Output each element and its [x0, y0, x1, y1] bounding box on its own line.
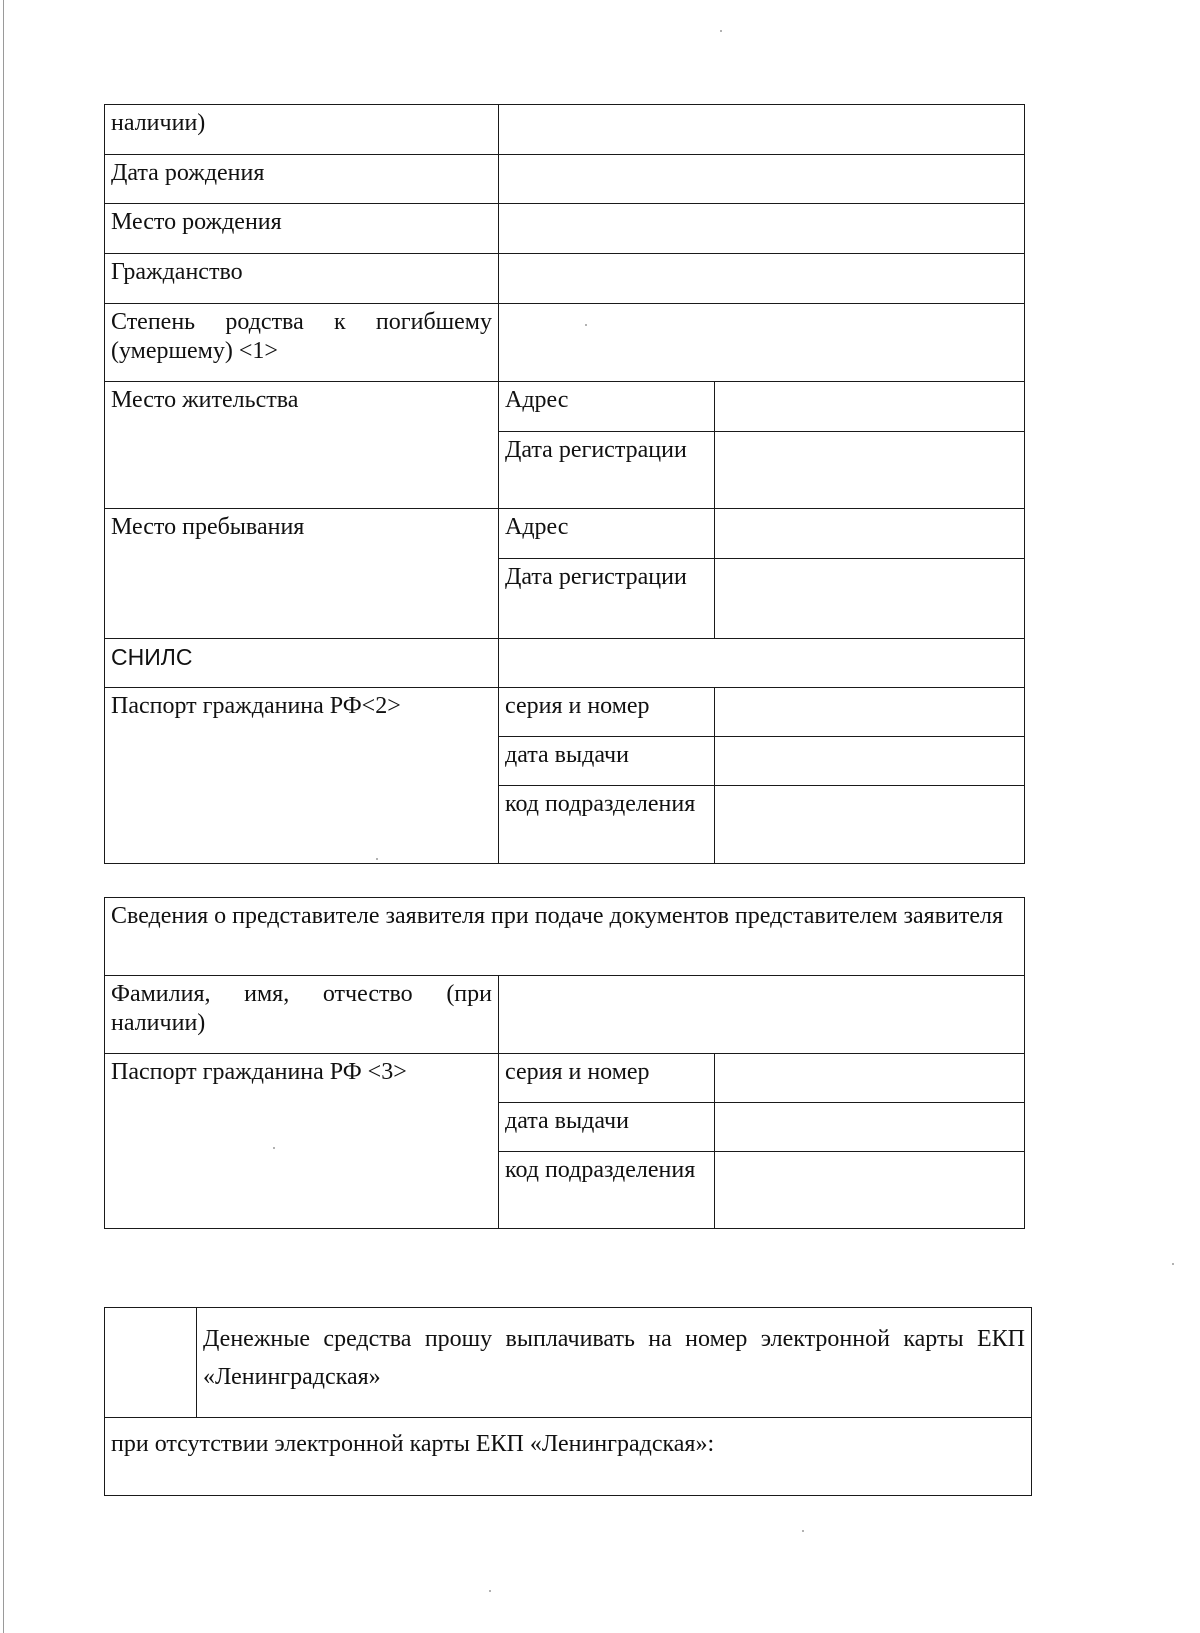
rep-passport-dept-code-label: код подразделения: [499, 1152, 715, 1229]
residence-address-label: Адрес: [499, 382, 715, 432]
stay-reg-date-label: Дата регистрации: [499, 559, 715, 639]
surname-tail-label: наличии): [105, 105, 499, 155]
payment-method-table: [104, 1307, 1032, 1496]
kinship-field[interactable]: [499, 304, 1025, 382]
scan-speck: [585, 324, 587, 326]
page-edge-line: [3, 0, 4, 1633]
card-option-checkbox[interactable]: [105, 1308, 197, 1418]
snils-label: СНИЛС: [105, 639, 499, 688]
rep-full-name-field[interactable]: [499, 976, 1025, 1054]
representative-heading: Сведения о представителе заявителя при подаче документов представителем заявителя: [105, 898, 1025, 976]
residence-label: Место жительства: [105, 382, 499, 509]
surname-value-field[interactable]: [499, 105, 1025, 155]
scan-speck: [489, 1590, 491, 1592]
rep-passport-series-field[interactable]: [715, 1054, 1025, 1103]
snils-field[interactable]: [499, 639, 1025, 688]
residence-address-field[interactable]: [715, 382, 1025, 432]
stay-address-label: Адрес: [499, 509, 715, 559]
scan-speck: [802, 1530, 804, 1532]
passport-label: Паспорт гражданина РФ<2>: [105, 688, 499, 864]
rep-full-name-label: Фамилия, имя, отчество (при наличии): [105, 976, 499, 1054]
rep-passport-issue-date-field[interactable]: [715, 1103, 1025, 1152]
birth-place-label: Место рождения: [105, 204, 499, 254]
passport-dept-code-label: код подразделения: [499, 786, 715, 864]
passport-dept-code-field[interactable]: [715, 786, 1025, 864]
representative-info-table: [104, 897, 1025, 1229]
kinship-label: Степень родства к погибшему (умершему) <1>: [105, 304, 499, 382]
passport-series-label: серия и номер: [499, 688, 715, 737]
scan-speck: [273, 1147, 275, 1149]
passport-issue-date-field[interactable]: [715, 737, 1025, 786]
birth-date-field[interactable]: [499, 155, 1025, 204]
stay-label: Место пребывания: [105, 509, 499, 639]
stay-address-field[interactable]: [715, 509, 1025, 559]
no-card-option-text: при отсутствии электронной карты ЕКП «Ленинградская»:: [105, 1418, 1032, 1496]
citizenship-field[interactable]: [499, 254, 1025, 304]
rep-passport-label: Паспорт гражданина РФ <3>: [105, 1054, 499, 1229]
scan-speck: [1172, 1263, 1174, 1265]
passport-issue-date-label: дата выдачи: [499, 737, 715, 786]
citizenship-label: Гражданство: [105, 254, 499, 304]
birth-date-label: Дата рождения: [105, 155, 499, 204]
residence-reg-date-label: Дата регистрации: [499, 432, 715, 509]
scan-speck: [720, 30, 722, 32]
passport-series-field[interactable]: [715, 688, 1025, 737]
rep-passport-issue-date-label: дата выдачи: [499, 1103, 715, 1152]
residence-reg-date-field[interactable]: [715, 432, 1025, 509]
applicant-info-table: [104, 104, 1025, 864]
birth-place-field[interactable]: [499, 204, 1025, 254]
rep-passport-series-label: серия и номер: [499, 1054, 715, 1103]
rep-passport-dept-code-field[interactable]: [715, 1152, 1025, 1229]
card-option-text: Денежные средства прошу выплачивать на номер электронной карты ЕКП «Ленинградская»: [197, 1308, 1032, 1418]
scan-speck: [376, 858, 378, 860]
stay-reg-date-field[interactable]: [715, 559, 1025, 639]
